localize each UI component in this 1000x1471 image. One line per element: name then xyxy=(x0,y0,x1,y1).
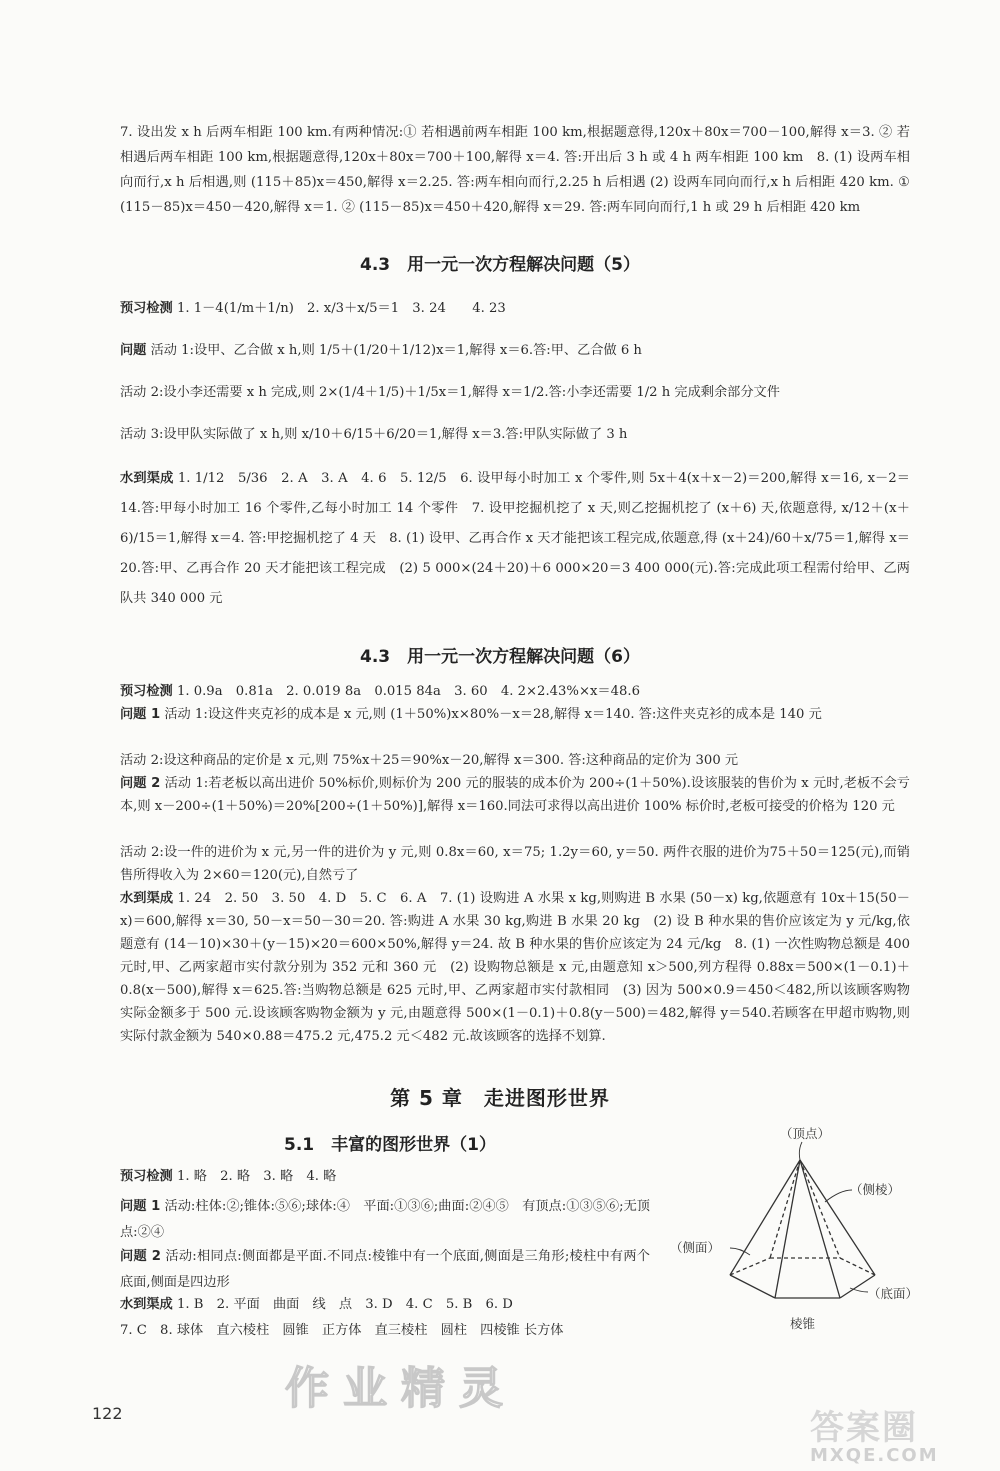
watermark-text: 作业精灵 xyxy=(285,1363,517,1414)
answer-paragraph-7-8: 7. 设出发 x h 后两车相距 100 km.有两种情况:① 若相遇前两车相距 100 km,根据题意得,120x＋80x＝700－100,解得 x＝3. ② 若相遇后两车相距 100 km,根据题意得,120x＋80x＝700＋100,解得 x＝4. 答:开出后 3 h 或 4 h 两车相距 100 km 8. (1) 设两车相向而行,x h 后相遇,则 (115＋85)x＝450,解得 x＝2.25. 答:两车相向而行,2.25 h 后相遇 (2) 设两车同向而行,x h 后相距 420 km. ① (115－85)x＝450－420,解得 x＝1. ② (115－85)x＝450＋420,解得 x＝29. 答:两车同向而行,1 h 或 29 h 后相距 420 km xyxy=(120,125,910,215)
section-title-5-1: 5.1 丰富的图形世界（1） xyxy=(284,1135,496,1155)
problem-1 xyxy=(120,1194,650,1246)
problem-2-text: 活动:相同点:侧面都是平面.不同点:棱锥中有一个底面,侧面是三角形;棱柱中有两个底面,侧面是四边形 xyxy=(120,1249,650,1290)
water-answers: 1. 1/12 5/36 2. A 3. A 4. 6 5. 12/5 6. 设甲每小时加工 x 个零件,则 5x＋4(x＋x－2)＝200,解得 x＝16, x－2＝14.答:甲每小时加工 16 个零件,乙每小时加工 14 个零件 7. 设甲挖掘机挖了 x 天,则乙挖掘机挖了 (x＋6) 天,依题意得, x/12＋(x＋6)/15＝1,解得 x＝4. 答:甲挖掘机挖了 4 天 8. (1) 设甲、乙再合作 x 天才能把该工程完成,依题意,得 (x＋24)/60＋x/75＝1,解得 x＝20.答:甲、乙再合作 20 天才能把该工程完成 (2) 5 000×(24＋20)＋6 000×20＝3 400 000(元).答:完成此项工程需付给甲、乙两队共 340 000 元 xyxy=(120,471,910,606)
preview-label: 预习检测 xyxy=(120,301,173,316)
water-label: 水到渠成 xyxy=(120,1297,173,1312)
base-edge xyxy=(730,1275,775,1298)
figure-caption: 棱锥 xyxy=(790,1316,816,1331)
hidden-lateral-edge xyxy=(800,1160,840,1258)
water-section-5-1 xyxy=(120,1292,650,1318)
preview-check-6 xyxy=(120,680,910,703)
brand-logo xyxy=(810,1400,980,1466)
preview-label: 预习检测 xyxy=(120,684,173,699)
base-label: （底面） xyxy=(868,1286,919,1301)
problem-2 xyxy=(120,1244,650,1296)
problem-1-activity-1 xyxy=(120,703,910,726)
water-label: 水到渠成 xyxy=(120,891,174,906)
activity-3: 活动 3:设甲队实际做了 x h,则 x/10＋6/15＋6/20＝1,解得 x＝3.答:甲队实际做了 3 h xyxy=(120,427,628,442)
water-section-5-1-cont: 7. C 8. 球体 直六棱柱 圆锥 正方体 直三棱柱 圆柱 四棱锥 长方体 xyxy=(120,1323,564,1338)
activity-1 xyxy=(120,338,910,363)
problem-1-activity-1-text: 活动 1:设这件夹克衫的成本是 x 元,则 (1＋50%)x×80%－x＝28,解得 x＝140. 答:这件夹克衫的成本是 140 元 xyxy=(164,707,822,722)
question-label: 问题 xyxy=(120,343,147,358)
lateral-edge xyxy=(800,1160,875,1275)
vertex-leader xyxy=(799,1142,802,1160)
problem-2-activity-1 xyxy=(120,772,910,818)
preview-answers: 1. 略 2. 略 3. 略 4. 略 xyxy=(176,1169,337,1184)
lateral-edge xyxy=(800,1160,840,1298)
brand-url: MXQE.COM xyxy=(810,1445,939,1466)
hidden-base-edge xyxy=(730,1258,770,1275)
activity-2: 活动 2:设小李还需要 x h 完成,则 2×(1/4＋1/5)＋1/5x＝1,解得 x＝1/2.答:小李还需要 1/2 h 完成剩余部分文件 xyxy=(120,385,780,400)
water-section-6 xyxy=(120,887,910,1048)
water-label: 水到渠成 xyxy=(120,471,174,486)
section-title-4-3-6: 4.3 用一元一次方程解决问题（6） xyxy=(360,647,640,667)
problem-2-activity-2: 活动 2:设一件的进价为 x 元,另一件的进价为 y 元,则 0.8x＝60, x＝75; 1.2y＝60, y＝50. 两件衣服的进价为75＋50＝125(元),而销售所得收入为 2×60＝120(元),自然亏了 xyxy=(120,845,910,883)
water-answers: 1. B 2. 平面 曲面 线 点 3. D 4. C 5. B 6. D xyxy=(176,1297,513,1312)
lateral-face-label: （侧面） xyxy=(670,1240,721,1255)
water-section-5 xyxy=(120,464,910,614)
preview-answers: 1. 1－4(1/m＋1/n) 2. x/3＋x/5＝1 3. 24 4. 23 xyxy=(176,301,506,316)
preview-check-5 xyxy=(120,296,910,321)
face-leader xyxy=(730,1248,750,1255)
section-title-4-3-5: 4.3 用一元一次方程解决问题（5） xyxy=(360,255,640,275)
page-number: 122 xyxy=(92,1404,123,1423)
water-answers: 1. 24 2. 50 3. 50 4. D 5. C 6. A 7. (1) 设购进 A 水果 x kg,则购进 B 水果 (50－x) kg,依题意有 10x＋15(50－x)＝600,解得 x＝30, 50－x＝50－30＝20. 答:购进 A 水果 30 kg,购进 B 水果 20 kg (2) 设 B 种水果的售价应该定为 y 元/kg,依题意有 (14－10)×30＋(y－15)×20＝600×50%,解得 y＝24. 故 B 种水果的售价应该定为 24 元/kg 8. (1) 一次性购物总额是 400 元时,甲、乙两家超市实付款分别为 352 元和 360 元 (2) 设购物总额是 x 元,由题意知 x＞500,列方程得 0.88x＝500×(1－0.1)＋0.8(x－500),解得 x＝625.答:当购物总额是 625 元时,甲、乙两家超市实付款相同 (3) 因为 500×0.9＝450＜482,所以该顾客购物实际金额多于 500 元.设该顾客购物金额为 y 元,由题意得 500×(1－0.1)＋0.8(y－500)＝482,解得 y＝540.若顾客在甲超市购物,则实际付款金额为 540×0.88＝475.2 元,475.2 元＜482 元.故该顾客的选择不划算. xyxy=(120,891,910,1044)
problem-2-label: 问题 2 xyxy=(120,1249,161,1264)
lateral-edge-label: （侧棱） xyxy=(850,1182,901,1197)
preview-check-5-1 xyxy=(120,1164,650,1190)
activity-1-text: 活动 1:设甲、乙合做 x h,则 1/5＋(1/20＋1/12)x＝1,解得 x＝6.答:甲、乙合做 6 h xyxy=(150,343,642,358)
problem-1-label: 问题 1 xyxy=(120,707,161,722)
problem-1-activity-2: 活动 2:设这种商品的定价是 x 元,则 75%x＋25＝90%x－20,解得 x＝300. 答:这种商品的定价为 300 元 xyxy=(120,753,739,768)
problem-2-label: 问题 2 xyxy=(120,776,161,791)
preview-answers: 1. 0.9a 0.81a 2. 0.019 8a 0.015 84a 3. 60 4. 2×2.43%×x＝48.6 xyxy=(176,684,640,699)
brand-name: 答案圈 xyxy=(810,1408,918,1448)
chapter-title: 第 5 章 走进图形世界 xyxy=(390,1086,610,1110)
vertex-label: （顶点） xyxy=(780,1126,831,1141)
edge-leader xyxy=(825,1190,852,1202)
problem-2-activity-1-text: 活动 1:若老板以高出进价 50%标价,则标价为 200 元的服装的成本价为 200÷(1＋50%).设该服装的售价为 x 元时,老板不会亏本,则 x－200÷(1＋50%)＝20%[200÷(1＋50%)],解得 x＝160.同法可求得以高出进价 100% 标价时,老板可接受的价格为 120 元 xyxy=(120,776,910,814)
problem-1-text: 活动:柱体:②;锥体:⑤⑥;球体:④ 平面:①③⑥;曲面:②④⑤ 有顶点:①③⑤⑥;无顶点:②④ xyxy=(120,1199,650,1240)
preview-label: 预习检测 xyxy=(120,1169,173,1184)
problem-1-label: 问题 1 xyxy=(120,1199,161,1214)
